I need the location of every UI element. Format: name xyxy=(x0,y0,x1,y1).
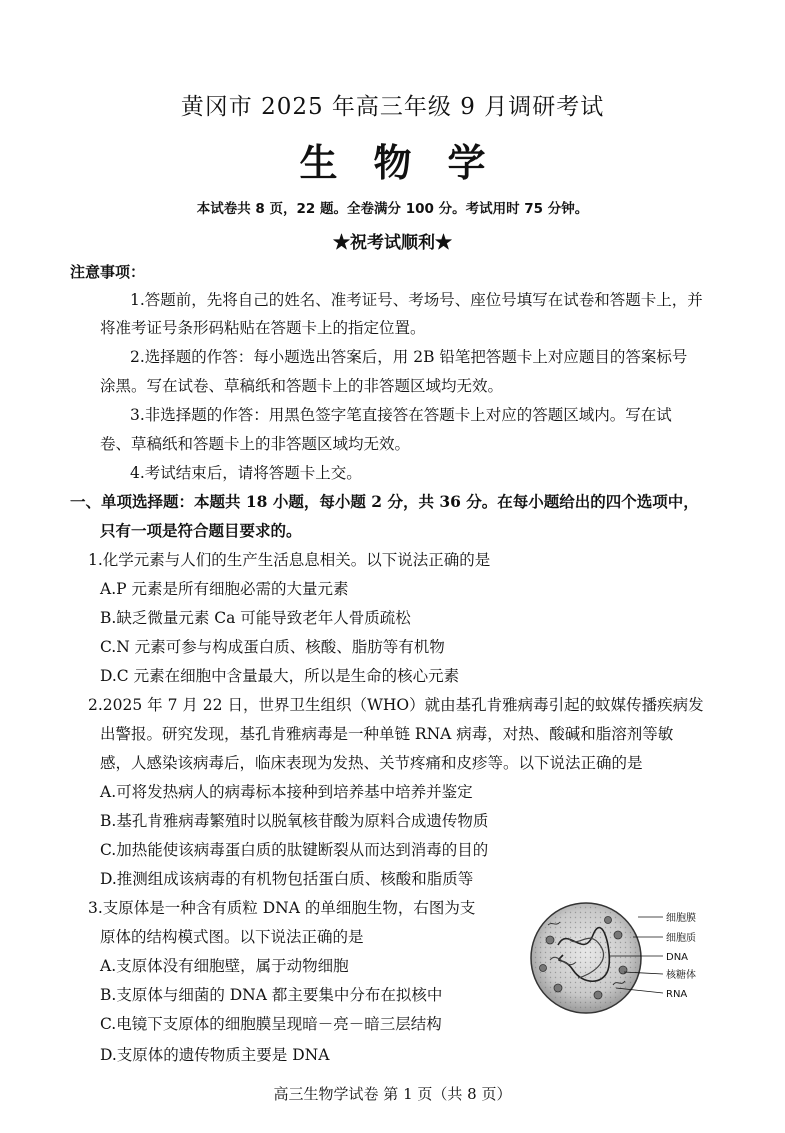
question-2-option-b: B.基孔肯雅病毒繁殖时以脱氧核苷酸为原料合成遗传物质 xyxy=(100,812,489,830)
question-3-option-a: A.支原体没有细胞壁，属于动物细胞 xyxy=(100,957,349,975)
section-heading-cont: 只有一项是符合题目要求的。 xyxy=(100,521,302,540)
label-ribosome: 核糖体 xyxy=(666,970,696,981)
question-3-option-d: D.支原体的遗传物质主要是 DNA xyxy=(100,1046,330,1064)
question-1-option-a: A.P 元素是所有细胞必需的大量元素 xyxy=(100,580,349,598)
question-2-stem: 出警报。研究发现，基孔肯雅病毒是一种单链 RNA 病毒，对热、酸碱和脂溶剂等敏 xyxy=(100,725,674,743)
label-cytoplasm: 细胞质 xyxy=(666,933,696,944)
subject-title: 生物学 xyxy=(299,140,522,185)
ribosome-shape xyxy=(546,936,554,944)
label-cell-membrane: 细胞膜 xyxy=(666,913,696,924)
label-rna: RNA xyxy=(666,989,688,1000)
exam-info: 本试卷共 8 页，22 题。全卷满分 100 分。考试用时 75 分钟。 xyxy=(196,201,589,217)
note-line: 1.答题前，先将自己的姓名、准考证号、考场号、座位号填写在试卷和答题卡上，并 xyxy=(130,291,703,309)
question-2-option-a: A.可将发热病人的病毒标本接种到培养基中培养并鉴定 xyxy=(100,783,473,801)
question-1-option-b: B.缺乏微量元素 Ca 可能导致老年人骨质疏松 xyxy=(100,609,411,627)
question-3-stem: 原体的结构模式图。以下说法正确的是 xyxy=(100,928,364,946)
mycoplasma-diagram xyxy=(528,900,713,1015)
good-luck-banner: ★祝考试顺利★ xyxy=(333,233,452,253)
question-1-option-c: C.N 元素可参与构成蛋白质、核酸、脂肪等有机物 xyxy=(100,638,445,656)
exam-title: 黄冈市 2025 年高三年级 9 月调研考试 xyxy=(180,94,605,120)
question-2-option-c: C.加热能使该病毒蛋白质的肽键断裂从而达到消毒的目的 xyxy=(100,841,489,859)
section-heading: 一、单项选择题：本题共 18 小题，每小题 2 分，共 36 分。在每小题给出的四个选项中， xyxy=(70,492,699,511)
note-line: 3.非选择题的作答：用黑色签字笔直接答在答题卡上对应的答题区域内。写在试 xyxy=(130,406,672,424)
label-dna: DNA xyxy=(666,952,689,963)
question-3-option-b: B.支原体与细菌的 DNA 都主要集中分布在拟核中 xyxy=(100,986,443,1004)
note-line: 涂黑。写在试卷、草稿纸和答题卡上的非答题区域均无效。 xyxy=(100,377,504,395)
note-line: 2.选择题的作答：每小题选出答案后，用 2B 铅笔把答题卡上对应题目的答案标号 xyxy=(130,348,688,366)
question-3-stem: 3.支原体是一种含有质粒 DNA 的单细胞生物，右图为支 xyxy=(88,899,476,917)
page-footer: 高三生物学试卷 第 1 页（共 8 页） xyxy=(273,1085,512,1103)
notes-heading: 注意事项： xyxy=(70,263,146,281)
question-2-stem: 2.2025 年 7 月 22 日，世界卫生组织（WHO）就由基孔肯雅病毒引起的蚊媒传播疾病发 xyxy=(88,696,704,714)
question-1-stem: 1.化学元素与人们的生产生活息息相关。以下说法正确的是 xyxy=(88,551,491,569)
note-line: 卷、草稿纸和答题卡上的非答题区域均无效。 xyxy=(100,435,411,453)
question-2-option-d: D.推测组成该病毒的有机物包括蛋白质、核酸和脂质等 xyxy=(100,870,474,888)
question-3-option-c: C.电镜下支原体的细胞膜呈现暗－亮－暗三层结构 xyxy=(100,1015,442,1033)
note-line: 4.考试结束后，请将答题卡上交。 xyxy=(130,464,362,482)
question-2-stem: 感，人感染该病毒后，临床表现为发热、关节疼痛和皮疹等。以下说法正确的是 xyxy=(100,754,643,772)
question-1-option-d: D.C 元素在细胞中含量最大，所以是生命的核心元素 xyxy=(100,667,460,685)
note-line: 将准考证号条形码粘贴在答题卡上的指定位置。 xyxy=(100,319,426,337)
